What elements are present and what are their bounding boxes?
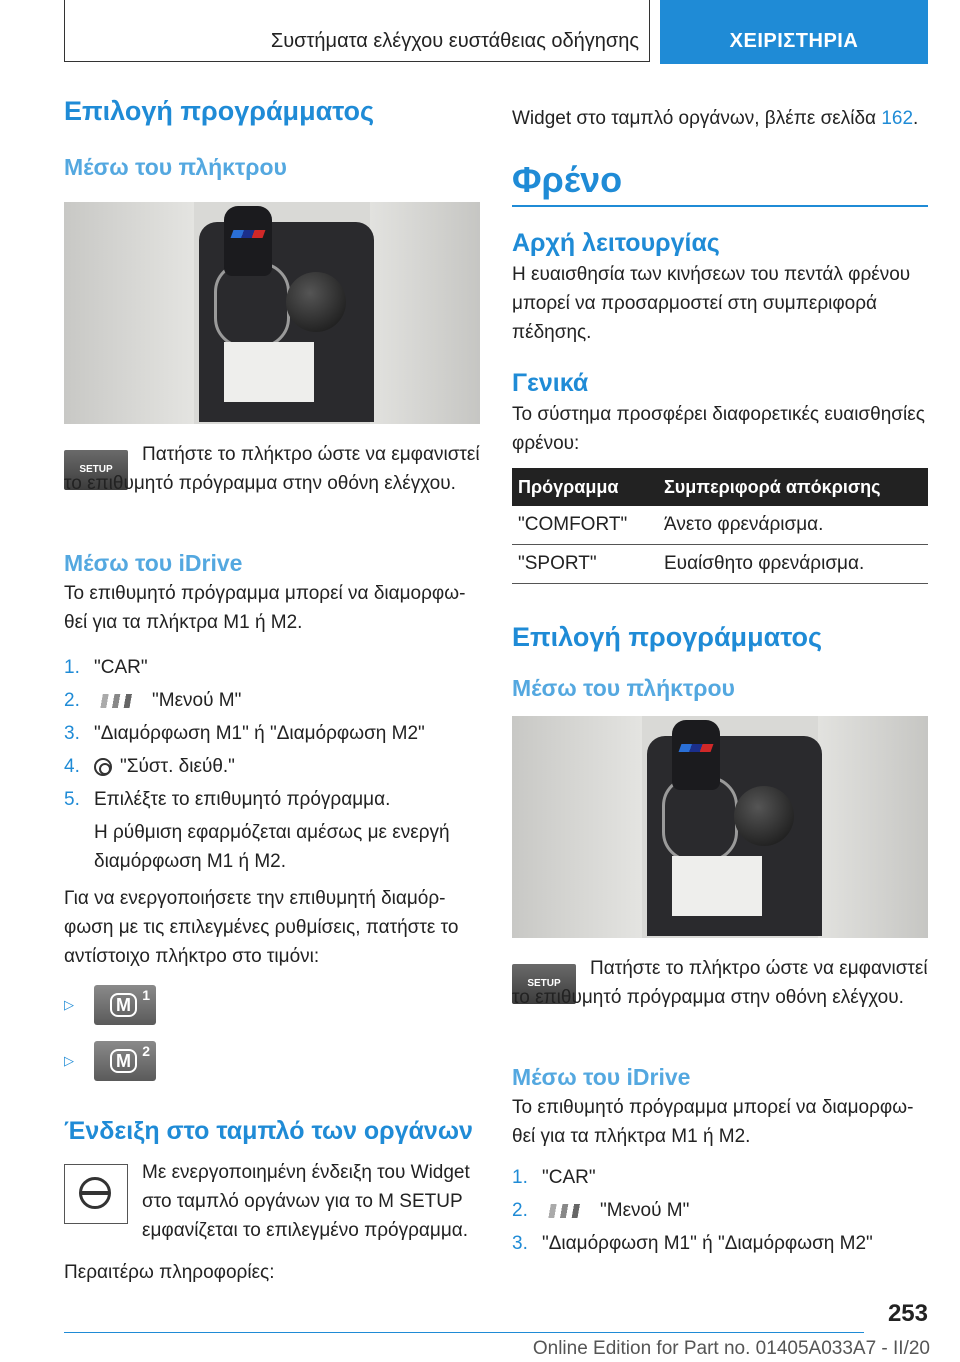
left-column (64, 96, 480, 1287)
list-item: 2. "Μενού M" (512, 1200, 690, 1221)
list-item: 1. "CAR" (64, 657, 148, 678)
setup-button-icon: SETUP (512, 964, 576, 1004)
heading-brake: Φρένο (512, 159, 623, 200)
subheading-via-idrive: Μέσω του iDrive (512, 1064, 691, 1090)
section-title: ΧΕΙΡΙΣΤΗΡΙΑ (729, 30, 859, 52)
triangle-bullet-icon: ▷ (64, 1053, 74, 1068)
footer-divider (64, 1332, 864, 1333)
chapter-title: Συστήματα ελέγχου ευστάθειας οδήγησης (270, 30, 639, 52)
section-tab (660, 0, 928, 64)
edition-footer: Online Edition for Part no. 01405A033A7 - II/20 (532, 1338, 930, 1359)
setup-text: Πατήστε το πλήκτρο ώστε να εμφανιστεί το επιθυμητό πρόγραμμα στην οθόνη ελέγχου. (512, 958, 928, 1008)
center-console-photo (512, 716, 928, 938)
heading-program-select: Επιλογή προγράμματος (64, 96, 375, 126)
heading-general: Γενικά (512, 369, 589, 397)
m2-button-icon: M 2 (94, 1041, 156, 1081)
idrive-text: Το επιθυμητό πρόγραμμα μπορεί να διαμορφωθεί για τα πλήκτρα M1 ή M2. (64, 583, 466, 633)
idrive-steps (512, 1161, 928, 1260)
triangle-bullet-icon: ▷ (64, 997, 74, 1012)
steering-system-icon (94, 758, 112, 776)
list-item: 1. "CAR" (512, 1167, 596, 1188)
right-column (512, 104, 928, 1260)
activate-text: Για να ενεργοποιήσετε την επιθυμητή διαμόρφωση με τις επιλεγμένες ρυθμίσεις, πατήστε το αντίστοιχο πλήκτρο στο τιμόνι: (64, 888, 459, 967)
list-item: 2. "Μενού M" (64, 690, 242, 711)
principle-text: Η ευαισθησία των κινήσεων του πεντάλ φρένου μπορεί να προσαρμοστεί στη συμπεριφορά πέδησης. (512, 264, 911, 343)
setup-button-icon: SETUP (64, 450, 128, 490)
heading-program-select: Επιλογή προγράμματος (512, 622, 823, 652)
page-number: 253 (887, 1300, 928, 1327)
subheading-via-button: Μέσω του πλήκτρου (512, 675, 735, 701)
chapter-tab (64, 0, 650, 62)
setup-instruction (64, 440, 480, 516)
more-info: Περαιτέρω πληροφορίες: (64, 1262, 275, 1283)
m1-button-icon: M 1 (94, 985, 156, 1025)
heading-display: Ένδειξη στο ταμπλό των οργάνων (64, 1117, 473, 1145)
continued-text: Widget στο ταμπλό οργάνων, βλέπε σελίδα 162. (512, 108, 919, 129)
brake-program-table (512, 468, 928, 584)
general-text: Το σύστημα προσφέρει διαφορετικές ευαισθησίες φρένου: (512, 404, 925, 454)
setup-instruction (512, 954, 928, 1030)
m2-row (64, 1041, 480, 1097)
subheading-via-idrive: Μέσω του iDrive (64, 550, 243, 576)
page-link[interactable]: 162 (881, 108, 914, 129)
page-header (64, 0, 928, 64)
table-header: Πρόγραμμα Συμπεριφορά απόκρισης (512, 468, 928, 506)
list-item: 3. "Διαμόρφωση M1" ή "Διαμόρφωση M2" (64, 723, 425, 744)
list-item: 5. Επιλέξτε το επιθυμητό πρόγραμμα. (64, 789, 391, 810)
heading-principle: Αρχή λειτουργίας (512, 229, 720, 257)
m-stripes-icon (98, 694, 144, 708)
step5-note: Η ρύθμιση εφαρμόζεται αμέσως με ενεργή διαμόρφωση M1 ή M2. (94, 822, 450, 872)
idrive-text: Το επιθυμητό πρόγραμμα μπορεί να διαμορφωθεί για τα πλήκτρα M1 ή M2. (512, 1097, 914, 1147)
setup-text: Πατήστε το πλήκτρο ώστε να εμφανιστεί το επιθυμητό πρόγραμμα στην οθόνη ελέγχου. (64, 444, 480, 494)
list-item: 3. "Διαμόρφωση M1" ή "Διαμόρφωση M2" (512, 1233, 873, 1254)
center-console-photo (64, 202, 480, 424)
table-row: "COMFORT" Άνετο φρενάρισμα. (512, 506, 928, 545)
table-row: "SPORT" Ευαίσθητο φρενάρισμα. (512, 545, 928, 584)
subheading-via-button: Μέσω του πλήκτρου (64, 154, 287, 180)
idrive-steps (64, 651, 480, 816)
m1-row (64, 985, 480, 1041)
m-stripes-icon (546, 1204, 592, 1218)
list-item: 4. "Σύστ. διεύθ." (64, 756, 235, 777)
widget-note: Με ενεργοποιημένη ένδειξη του Widget στο ταμπλό οργάνων για το M SETUP εμφανίζεται το επιλεγμένο πρόγραμμα. (64, 1158, 480, 1258)
steering-wheel-icon (64, 1164, 128, 1224)
divider (512, 205, 928, 207)
